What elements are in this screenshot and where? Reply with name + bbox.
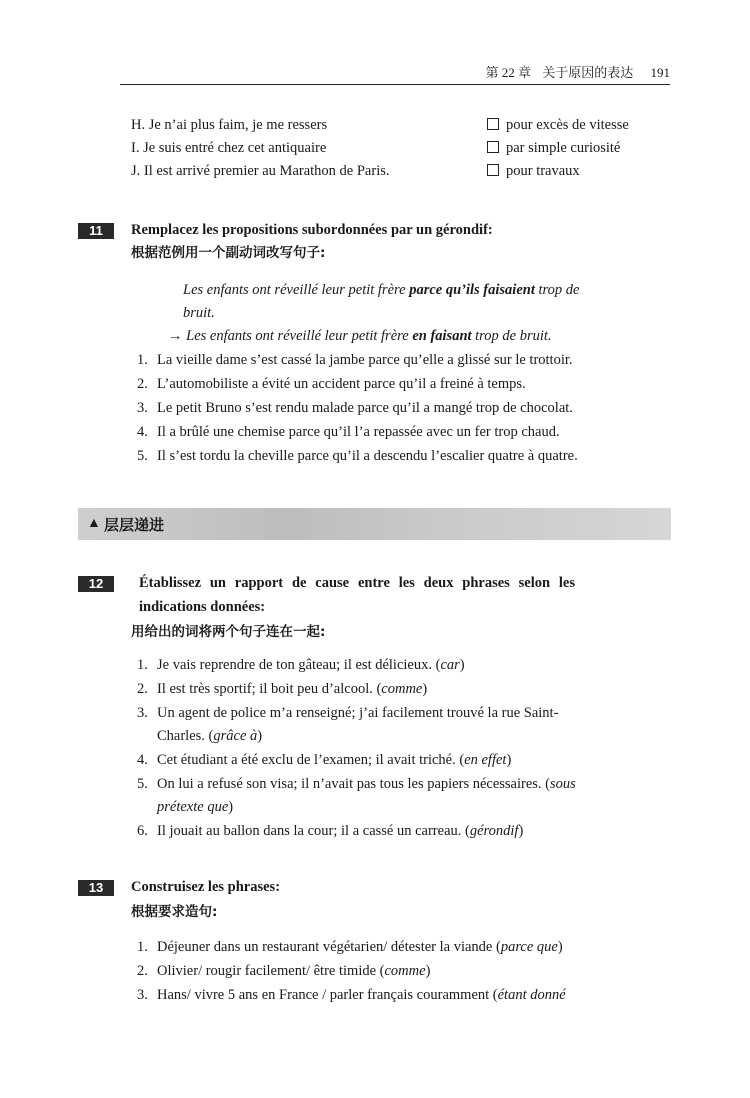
item-text: ) (518, 823, 524, 839)
page-number: 191 (650, 65, 670, 80)
matching-right-item (487, 161, 580, 181)
exercise-11-example-answer (168, 326, 552, 346)
item-number: 4. (137, 752, 148, 768)
section-banner-title: 层层递进 (104, 516, 165, 534)
running-header (120, 62, 670, 85)
exercise-item (137, 703, 558, 723)
example-highlight: parce qu’ils faisaient (409, 282, 535, 298)
matching-left-item: I. Je suis entré chez cet antiquaire (131, 140, 327, 156)
item-keyword: étant donné (497, 987, 566, 1003)
item-text: Le petit Bruno s’est rendu malade parce qu’il a mangé trop de chocolat. (157, 400, 573, 416)
exercise-item (137, 350, 573, 370)
exercise-item-cont (157, 797, 233, 817)
item-number: 2. (137, 963, 148, 979)
exercise-item (137, 446, 578, 466)
chapter-number: 第 22 章 (485, 65, 531, 80)
item-text: Il jouait au ballon dans la cour; il a cassé un carreau. ( (157, 823, 470, 839)
item-number: 2. (137, 376, 148, 392)
exercise-11-example-cont: bruit. (183, 305, 215, 321)
item-keyword: comme (381, 681, 423, 697)
item-number: 1. (137, 657, 148, 673)
exercise-13-instruction-cn: 根据要求造句: (131, 904, 218, 920)
matching-right-label: par simple curiosité (506, 140, 621, 156)
chapter-title: 关于原因的表达 (542, 65, 634, 80)
item-text: ) (459, 657, 465, 673)
item-text: Déjeuner dans un restaurant végétarien/ détester la viande ( (157, 939, 501, 955)
exercise-item-cont (157, 726, 262, 746)
item-number: 4. (137, 424, 148, 440)
item-text: Il est très sportif; il boit peu d’alcool. ( (157, 681, 382, 697)
item-text: Hans/ vivre 5 ans en France / parler français couramment ( (157, 987, 498, 1003)
item-text: ) (506, 752, 512, 768)
example-text: trop de bruit. (471, 328, 552, 344)
item-text: La vieille dame s’est cassé la jambe parce qu’elle a glissé sur le trottoir. (157, 352, 573, 368)
item-number: 5. (137, 776, 148, 792)
item-text: ) (557, 939, 563, 955)
item-keyword: en effet (464, 752, 507, 768)
triangle-icon: ▲ (87, 516, 101, 531)
item-number: 3. (137, 987, 148, 1003)
exercise-item (137, 750, 511, 770)
matching-right-label: pour travaux (506, 163, 580, 179)
checkbox[interactable] (487, 118, 499, 130)
exercise-13-instruction: Construisez les phrases: (131, 879, 281, 895)
exercise-11-example (183, 280, 579, 300)
item-keyword: sous (550, 776, 576, 792)
item-number: 3. (137, 400, 148, 416)
item-text: ) (425, 963, 431, 979)
item-number: 5. (137, 448, 148, 464)
item-number: 1. (137, 352, 148, 368)
exercise-badge-13: 13 (78, 880, 114, 896)
item-number: 2. (137, 681, 148, 697)
item-text: Olivier/ rougir facilement/ être timide ( (157, 963, 385, 979)
checkbox[interactable] (487, 164, 499, 176)
matching-left-item: J. Il est arrivé premier au Marathon de Paris. (131, 163, 390, 179)
exercise-item (137, 679, 427, 699)
example-text: → Les enfants ont réveillé leur petit frère (168, 328, 413, 344)
exercise-badge-11: 11 (78, 223, 114, 239)
exercise-item (137, 374, 526, 394)
item-text: ) (422, 681, 428, 697)
item-number: 1. (137, 939, 148, 955)
item-keyword: grâce à (213, 728, 258, 744)
item-text: L’automobiliste a évité un accident parce qu’il a freiné à temps. (157, 376, 526, 392)
exercise-item (137, 961, 430, 981)
matching-right-item (487, 138, 620, 158)
item-keyword: car (440, 657, 460, 673)
item-keyword: gérondif (469, 823, 519, 839)
matching-right-item (487, 115, 629, 135)
exercise-item (137, 398, 573, 418)
item-text: Il s’est tordu la cheville parce qu’il a descendu l’escalier quatre à quatre. (157, 448, 578, 464)
exercise-11-instruction: Remplacez les propositions subordonnées par un gérondif: (131, 222, 493, 238)
exercise-item (137, 774, 576, 794)
checkbox[interactable] (487, 141, 499, 153)
item-text: On lui a refusé son visa; il n’avait pas tous les papiers nécessaires. ( (157, 776, 551, 792)
exercise-item (137, 985, 566, 1005)
exercise-12-instruction-cont: indications données: (139, 599, 266, 615)
exercise-12-instruction-cn: 用给出的词将两个句子连在一起: (131, 624, 326, 640)
example-text: trop de (534, 282, 580, 298)
item-text: Je vais reprendre de ton gâteau; il est délicieux. ( (157, 657, 441, 673)
exercise-badge-12: 12 (78, 576, 114, 592)
example-text: Les enfants ont réveillé leur petit frère (183, 282, 410, 298)
item-text: Charles. ( (157, 728, 214, 744)
item-number: 6. (137, 823, 148, 839)
section-banner (78, 508, 671, 540)
item-text: ) (257, 728, 263, 744)
matching-left-item: H. Je n’ai plus faim, je me ressers (131, 117, 328, 133)
exercise-item (137, 422, 560, 442)
exercise-item (137, 821, 523, 841)
example-highlight: en faisant (412, 328, 472, 344)
item-text: Il a brûlé une chemise parce qu’il l’a repassée avec un fer trop chaud. (157, 424, 560, 440)
exercise-item (137, 655, 465, 675)
exercise-12-instruction: Établissez un rapport de cause entre les deux phrases selon les (139, 575, 575, 591)
item-keyword: prétexte que (157, 799, 229, 815)
item-number: 3. (137, 705, 148, 721)
exercise-11-instruction-cn: 根据范例用一个副动词改写句子: (131, 245, 326, 261)
item-keyword: comme (384, 963, 426, 979)
matching-right-label: pour excès de vitesse (506, 117, 629, 133)
item-text: ) (228, 799, 234, 815)
item-text: Cet étudiant a été exclu de l’examen; il avait triché. ( (157, 752, 465, 768)
exercise-item (137, 937, 563, 957)
item-keyword: parce que (500, 939, 558, 955)
item-text: Un agent de police m’a renseigné; j’ai facilement trouvé la rue Saint- (157, 705, 559, 721)
